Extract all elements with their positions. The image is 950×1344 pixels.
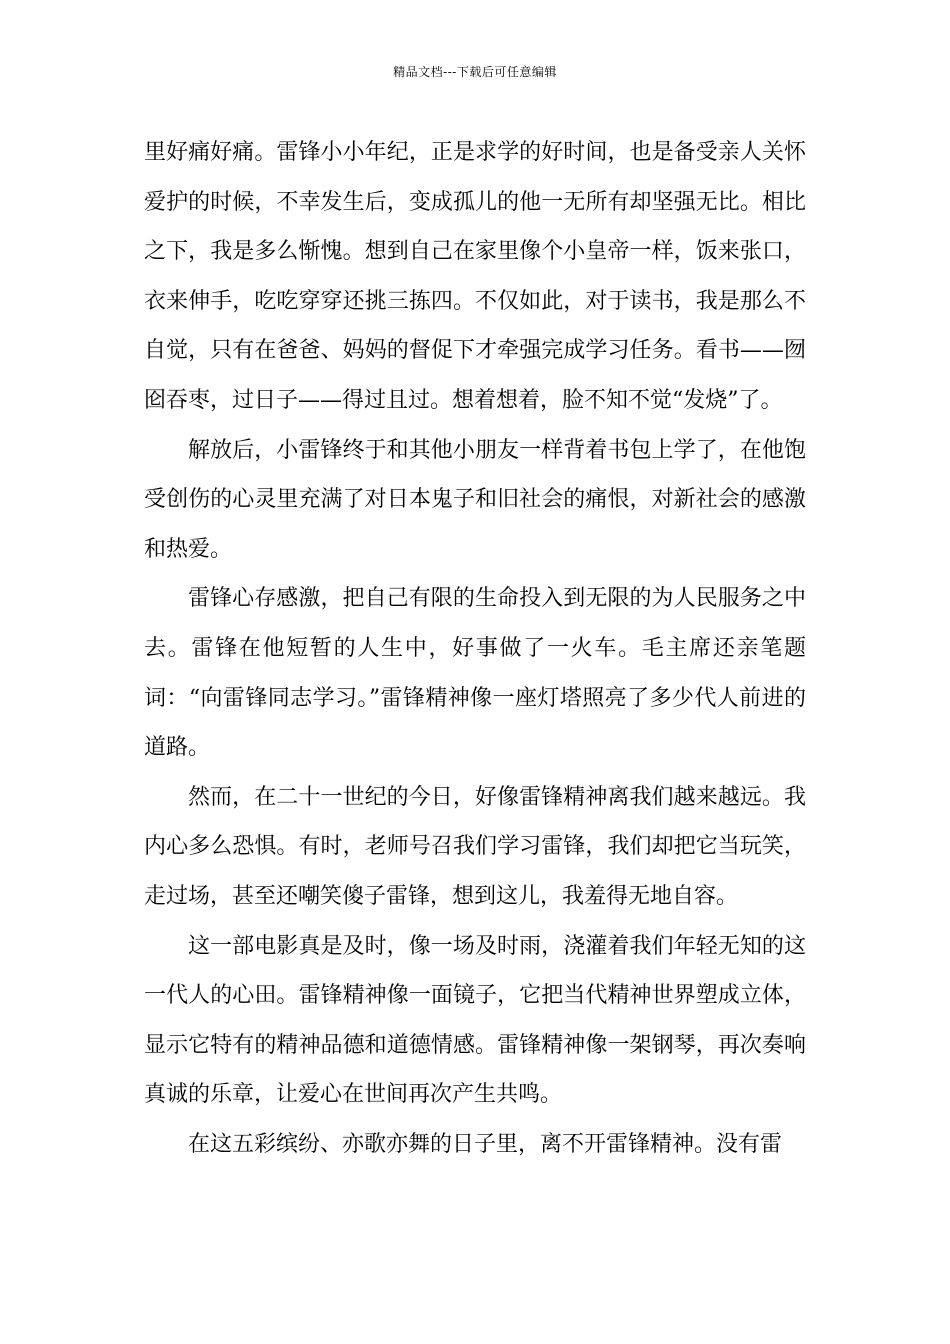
- paragraph-4: 然而，在二十一世纪的今日，好像雷锋精神离我们越来越远。我内心多么恐惧。有时，老师号召我们学习雷锋，我们却把它当玩笑，走过场，甚至还嘲笑傻子雷锋，想到这儿，我羞得无地自容。: [144, 784, 806, 909]
- paragraph-5: 这一部电影真是及时，像一场及时雨，浇灌着我们年轻无知的这一代人的心田。雷锋精神像一面镜子，它把当代精神世界塑成立体，显示它特有的精神品德和道德情感。雷锋精神像一架钢琴，再次奏响真诚的乐章，让爱心在世间再次产生共鸣。: [144, 933, 806, 1108]
- paragraph-3: 雷锋心存感激，把自己有限的生命投入到无限的为人民服务之中去。雷锋在他短暂的人生中，好事做了一火车。毛主席还亲笔题词：“向雷锋同志学习。”雷锋精神像一座灯塔照亮了多少代人前进的道路。: [144, 586, 806, 761]
- body-text: [144, 128, 806, 1169]
- paragraph-2: 解放后，小雷锋终于和其他小朋友一样背着书包上学了，在他饱受创伤的心灵里充满了对日本鬼子和旧社会的痛恨，对新社会的感激和热爱。: [144, 437, 806, 562]
- paragraph-1: 里好痛好痛。雷锋小小年纪，正是求学的好时间，也是备受亲人关怀爱护的时候，不幸发生后，变成孤儿的他一无所有却坚强无比。相比之下，我是多么惭愧。想到自己在家里像个小皇帝一样，饭来张口，衣来伸手，吃吃穿穿还挑三拣四。不仅如此，对于读书，我是那么不自觉，只有在爸爸、妈妈的督促下才牵强完成学习任务。看书——囫囵吞枣，过日子——得过且过。想着想着，脸不知不觉“发烧”了。: [144, 140, 806, 413]
- paragraph-6: 在这五彩缤纷、亦歌亦舞的日子里，离不开雷锋精神。没有雷: [188, 1131, 783, 1157]
- page-header: 精品文档---下载后可任意编辑: [393, 65, 557, 79]
